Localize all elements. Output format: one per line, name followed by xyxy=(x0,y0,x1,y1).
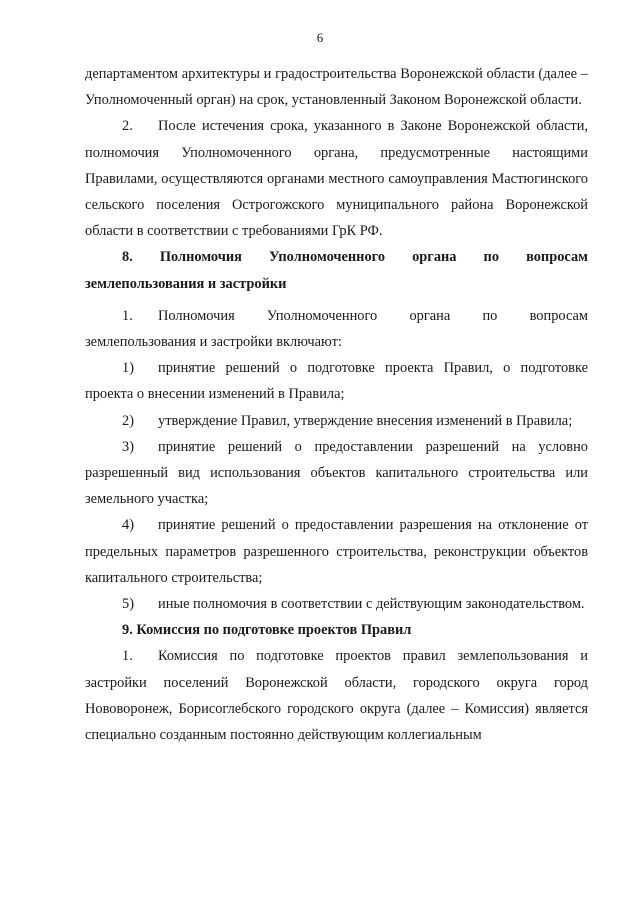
list-item-text: иные полномочия в соответствии с действующим законодательством. xyxy=(158,596,585,613)
section-9-paragraph-1 xyxy=(85,643,588,748)
list-item xyxy=(85,434,588,513)
list-item-text: принятие решений о подготовке проекта Правил, о подготовке проекта о внесении изменений в Правила; xyxy=(85,360,588,403)
section-9-paragraph-1-number: 1. xyxy=(122,648,133,665)
list-item-text: утверждение Правил, утверждение внесения изменений в Правила; xyxy=(158,412,573,429)
section-8-intro-text: Полномочия Уполномоченного органа по вопросам землепользования и застройки включают: xyxy=(85,307,588,351)
list-item-number: 2) xyxy=(122,412,134,429)
paragraph-2 xyxy=(85,113,588,244)
section-8-heading: 8. Полномочия Уполномоченного органа по вопросам землепользования и застройки xyxy=(85,249,588,292)
list-item xyxy=(85,512,588,591)
paragraph-2-number: 2. xyxy=(122,118,133,135)
continuation-paragraph: департаментом архитектуры и градостроительства Воронежской области (далее – Уполномоченный орган) на срок, установленный Законом Воронежской области. xyxy=(85,66,588,109)
list-item xyxy=(85,408,588,434)
section-8-intro xyxy=(85,303,588,355)
document-body xyxy=(85,61,588,748)
list-item-text: принятие решений о предоставлении разрешения на отклонение от предельных параметров разрешенного строительства, реконструкции объектов капитального строительства; xyxy=(85,517,588,586)
list-item-number: 5) xyxy=(122,596,134,613)
section-9-paragraph-1-text: Комиссия по подготовке проектов правил землепользования и застройки поселений Воронежской области, городского округа город Нововоронеж, Борисоглебского городского округа (далее – Комиссия) является специально созданным постоянно действующим коллегиальным xyxy=(85,648,588,744)
section-9-heading: 9. Комиссия по подготовке проектов Правил xyxy=(122,622,412,639)
paragraph-2-text: После истечения срока, указанного в Законе Воронежской области, полномочия Уполномоченного органа, предусмотренные настоящими Правилами, осуществляются органами местного самоуправления Мастюгинского сельского поселения Острогожского муниципального района Воронежской области в соответствии с требованиями ГрК РФ. xyxy=(85,118,588,240)
list-item xyxy=(85,591,588,617)
list-item-number: 3) xyxy=(122,438,134,455)
list-item-number: 1) xyxy=(122,360,134,377)
page-number: 6 xyxy=(316,30,324,45)
list-item-text: принятие решений о предоставлении разрешений на условно разрешенный вид использования объектов капитального строительства или земельного участка; xyxy=(85,438,588,508)
section-8-intro-number: 1. xyxy=(122,307,133,324)
list-item-number: 4) xyxy=(122,517,134,534)
list-item xyxy=(85,355,588,407)
